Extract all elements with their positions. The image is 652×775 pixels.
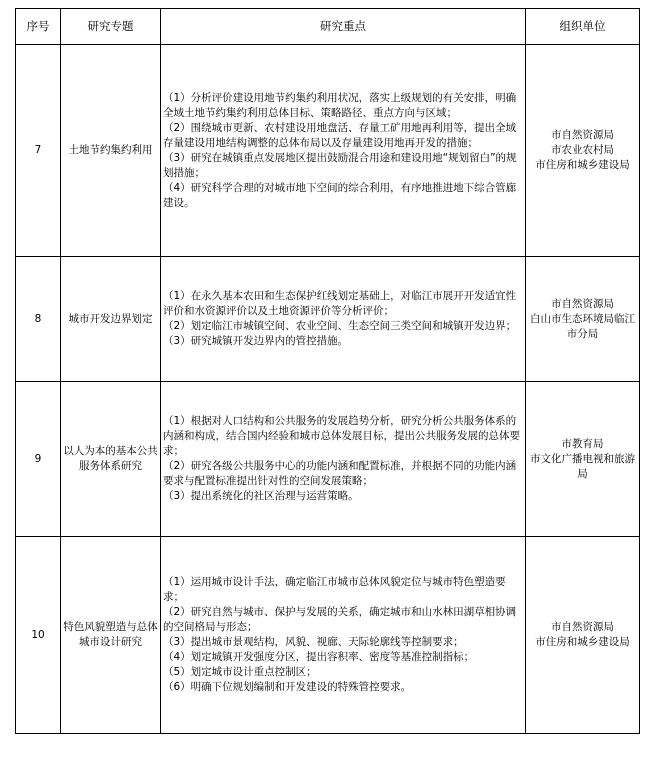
focus-point: （3）研究在城镇重点发展地区提出鼓励混合用途和建设用地“规划留白”的规划措施； <box>163 151 517 179</box>
row-topic: 土地节约集约利用 <box>61 45 161 257</box>
focus-point: （4）划定城镇开发强度分区，提出容积率、密度等基准控制指标； <box>163 651 475 663</box>
org-name: 市住房和城乡建设局 <box>535 636 630 648</box>
org-name: 市自然资源局 <box>551 621 614 633</box>
header-org: 组织单位 <box>526 9 640 45</box>
focus-point: （4）研究科学合理的对城市地下空间的综合利用，有序地推进地下综合管廊建设。 <box>163 181 517 209</box>
table-row <box>16 537 640 734</box>
focus-point: （2）研究自然与城市、保护与发展的关系，确定城市和山水林田湖草相协调的空间格局与形态； <box>163 606 517 633</box>
row-topic: 城市开发边界划定 <box>61 257 161 382</box>
org-name: 市教育局 <box>561 437 604 450</box>
org-name: 市自然资源局 <box>551 129 614 141</box>
focus-point: （1）分析评价建设用地节约集约利用状况，落实上级规划的有关安排，明确全域土地节约集约利用总体目标、策略路径、重点方向与区域； <box>163 91 517 119</box>
focus-point: （1）运用城市设计手法，确定临江市城市总体风貌定位与城市特色塑造要求； <box>163 576 506 603</box>
row-topic: 特色风貌塑造与总体城市设计研究 <box>61 537 161 734</box>
focus-point: （3）提出城市景观结构，风貌、视廊、天际轮廓线等控制要求； <box>163 636 464 648</box>
row-org <box>526 257 640 382</box>
focus-point: （1）在永久基本农田和生态保护红线划定基础上，对临江市展开开发适宜性评价和水资源评价以及土地资源评价等分析评价； <box>163 290 517 317</box>
row-focus <box>161 537 526 734</box>
research-topics-table-wrapper <box>15 8 640 734</box>
header-topic: 研究专题 <box>61 9 161 45</box>
focus-point: （6）明确下位规划编制和开发建设的特殊管控要求。 <box>163 681 412 693</box>
table-header-row <box>16 9 640 45</box>
table-row <box>16 382 640 537</box>
research-topics-table <box>15 8 640 734</box>
table-row <box>16 257 640 382</box>
table-row <box>16 45 640 257</box>
org-name: 市自然资源局 <box>551 297 614 310</box>
row-number: 9 <box>16 382 61 537</box>
focus-point: （3）提出系统化的社区治理与运营策略。 <box>163 490 359 502</box>
row-topic: 以人为本的基本公共服务体系研究 <box>61 382 161 537</box>
focus-point: （2）围绕城市更新、农村建设用地盘活、存量工矿用地再利用等，提出全域存量建设用地结构调整的总体布局以及存量建设用地再开发的措施； <box>163 121 517 149</box>
focus-point: （2）划定临江市城镇空间、农业空间、生态空间三类空间和城镇开发边界； <box>163 320 517 332</box>
org-name: 市住房和城乡建设局 <box>535 159 630 171</box>
focus-point: （1）根据对人口结构和公共服务的发展趋势分析，研究分析公共服务体系的内涵和构成，结合国内经验和城市总体发展目标，提出公共服务发展的总体要求； <box>163 415 520 457</box>
row-focus <box>161 382 526 537</box>
row-number: 8 <box>16 257 61 382</box>
row-focus <box>161 257 526 382</box>
org-name: 市文化广播电视和旅游局 <box>530 452 635 480</box>
focus-point: （5）划定城市设计重点控制区； <box>163 666 317 678</box>
row-focus <box>161 45 526 257</box>
row-org <box>526 382 640 537</box>
focus-point: （2）研究各级公共服务中心的功能内涵和配置标准，并根据不同的功能内涵要求与配置标准提出针对性的空间发展策略； <box>163 460 517 487</box>
row-org <box>526 537 640 734</box>
org-name: 市农业农村局 <box>551 144 614 156</box>
header-focus: 研究重点 <box>161 9 526 45</box>
focus-point: （3）研究城镇开发边界内的管控措施。 <box>163 335 349 347</box>
row-number: 10 <box>16 537 61 734</box>
header-no: 序号 <box>16 9 61 45</box>
org-name: 白山市生态环境局临江市分局 <box>530 312 635 340</box>
row-org <box>526 45 640 257</box>
row-number: 7 <box>16 45 61 257</box>
